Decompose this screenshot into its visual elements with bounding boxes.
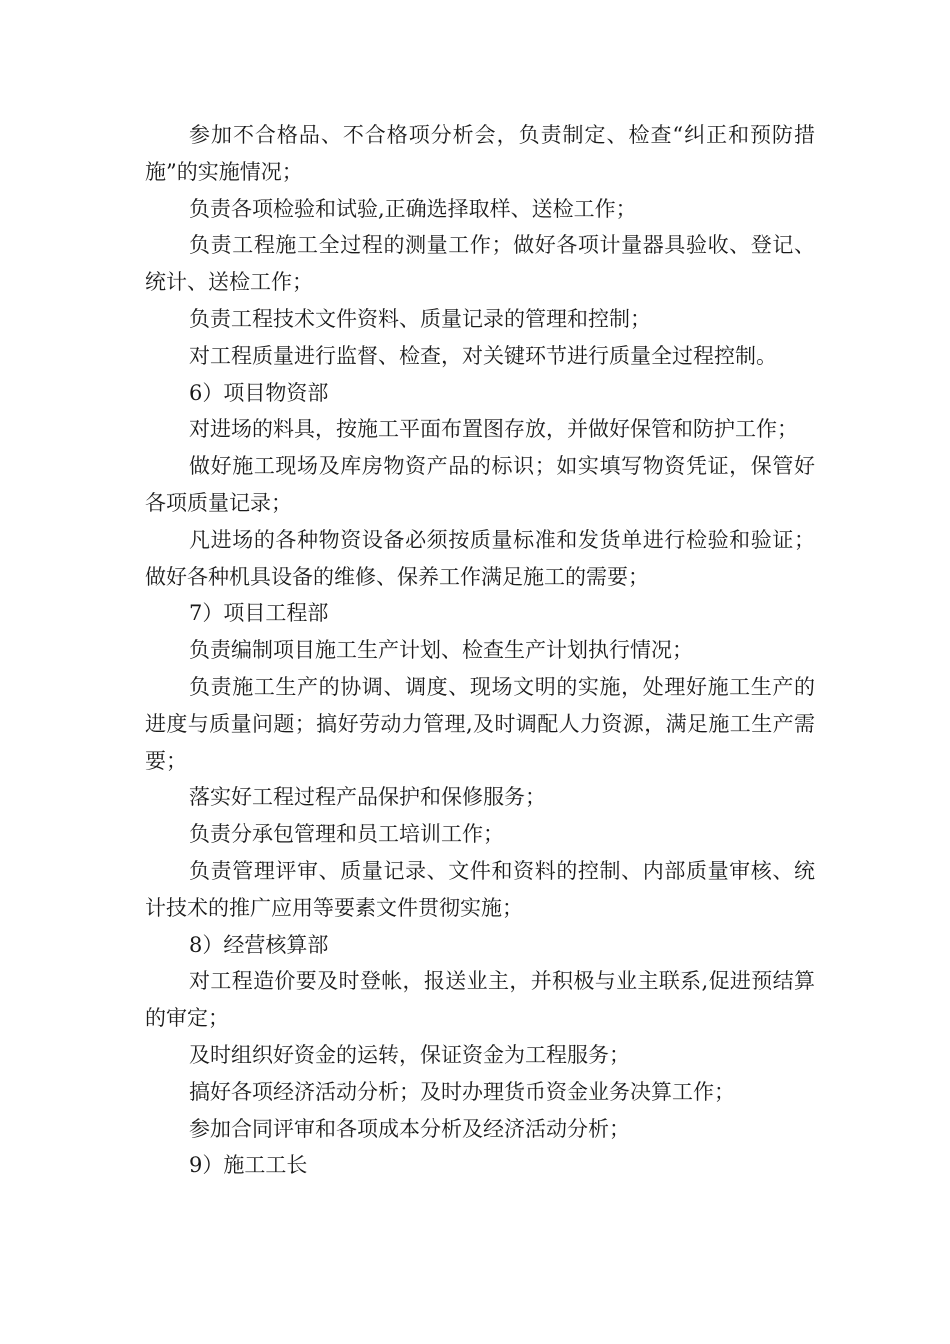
paragraph: 负责编制项目施工生产计划、检查生产计划执行情况； [189, 638, 693, 663]
section-heading: 7）项目工程部 [189, 601, 329, 626]
paragraph: 对进场的料具，按施工平面布置图存放，并做好保管和防护工作； [189, 417, 798, 442]
paragraph: 负责工程技术文件资料、质量记录的管理和控制； [189, 306, 651, 331]
paragraph: 负责施工生产的协调、调度、现场文明的实施，处理好施工生产的进度与质量问题；搞好劳动力管理,及时调配人力资源，满足施工生产需要； [145, 674, 815, 773]
paragraph: 及时组织好资金的运转，保证资金为工程服务； [189, 1042, 630, 1067]
paragraph: 对工程造价要及时登帐，报送业主，并积极与业主联系,促进预结算的审定； [145, 969, 815, 1031]
paragraph: 参加不合格品、不合格项分析会，负责制定、检查“纠正和预防措施”的实施情况； [145, 123, 815, 184]
paragraph: 负责各项检验和试验,正确选择取样、送检工作； [189, 196, 637, 221]
section-heading: 8）经营核算部 [189, 932, 329, 957]
paragraph: 落实好工程过程产品保护和保修服务； [189, 785, 546, 810]
paragraph: 参加合同评审和各项成本分析及经济活动分析； [189, 1116, 630, 1141]
paragraph: 负责工程施工全过程的测量工作；做好各项计量器具验收、登记、统计、送检工作； [145, 233, 815, 295]
document-body [145, 117, 815, 1184]
paragraph: 搞好各项经济活动分析；及时办理货币资金业务决算工作； [189, 1079, 735, 1104]
paragraph: 做好施工现场及库房物资产品的标识；如实填写物资凭证，保管好各项质量记录； [145, 454, 815, 515]
section-heading: 6）项目物资部 [189, 380, 329, 405]
paragraph: 负责分承包管理和员工培训工作； [189, 822, 504, 847]
section-heading: 9）施工工长 [189, 1153, 308, 1178]
paragraph: 凡进场的各种物资设备必须按质量标准和发货单进行检验和验证；做好各种机具设备的维修、保养工作满足施工的需要； [145, 527, 815, 589]
paragraph: 对工程质量进行监督、检查，对关键环节进行质量全过程控制。 [189, 343, 777, 368]
paragraph: 负责管理评审、质量记录、文件和资料的控制、内部质量审核、统计技术的推广应用等要素文件贯彻实施； [145, 858, 815, 920]
